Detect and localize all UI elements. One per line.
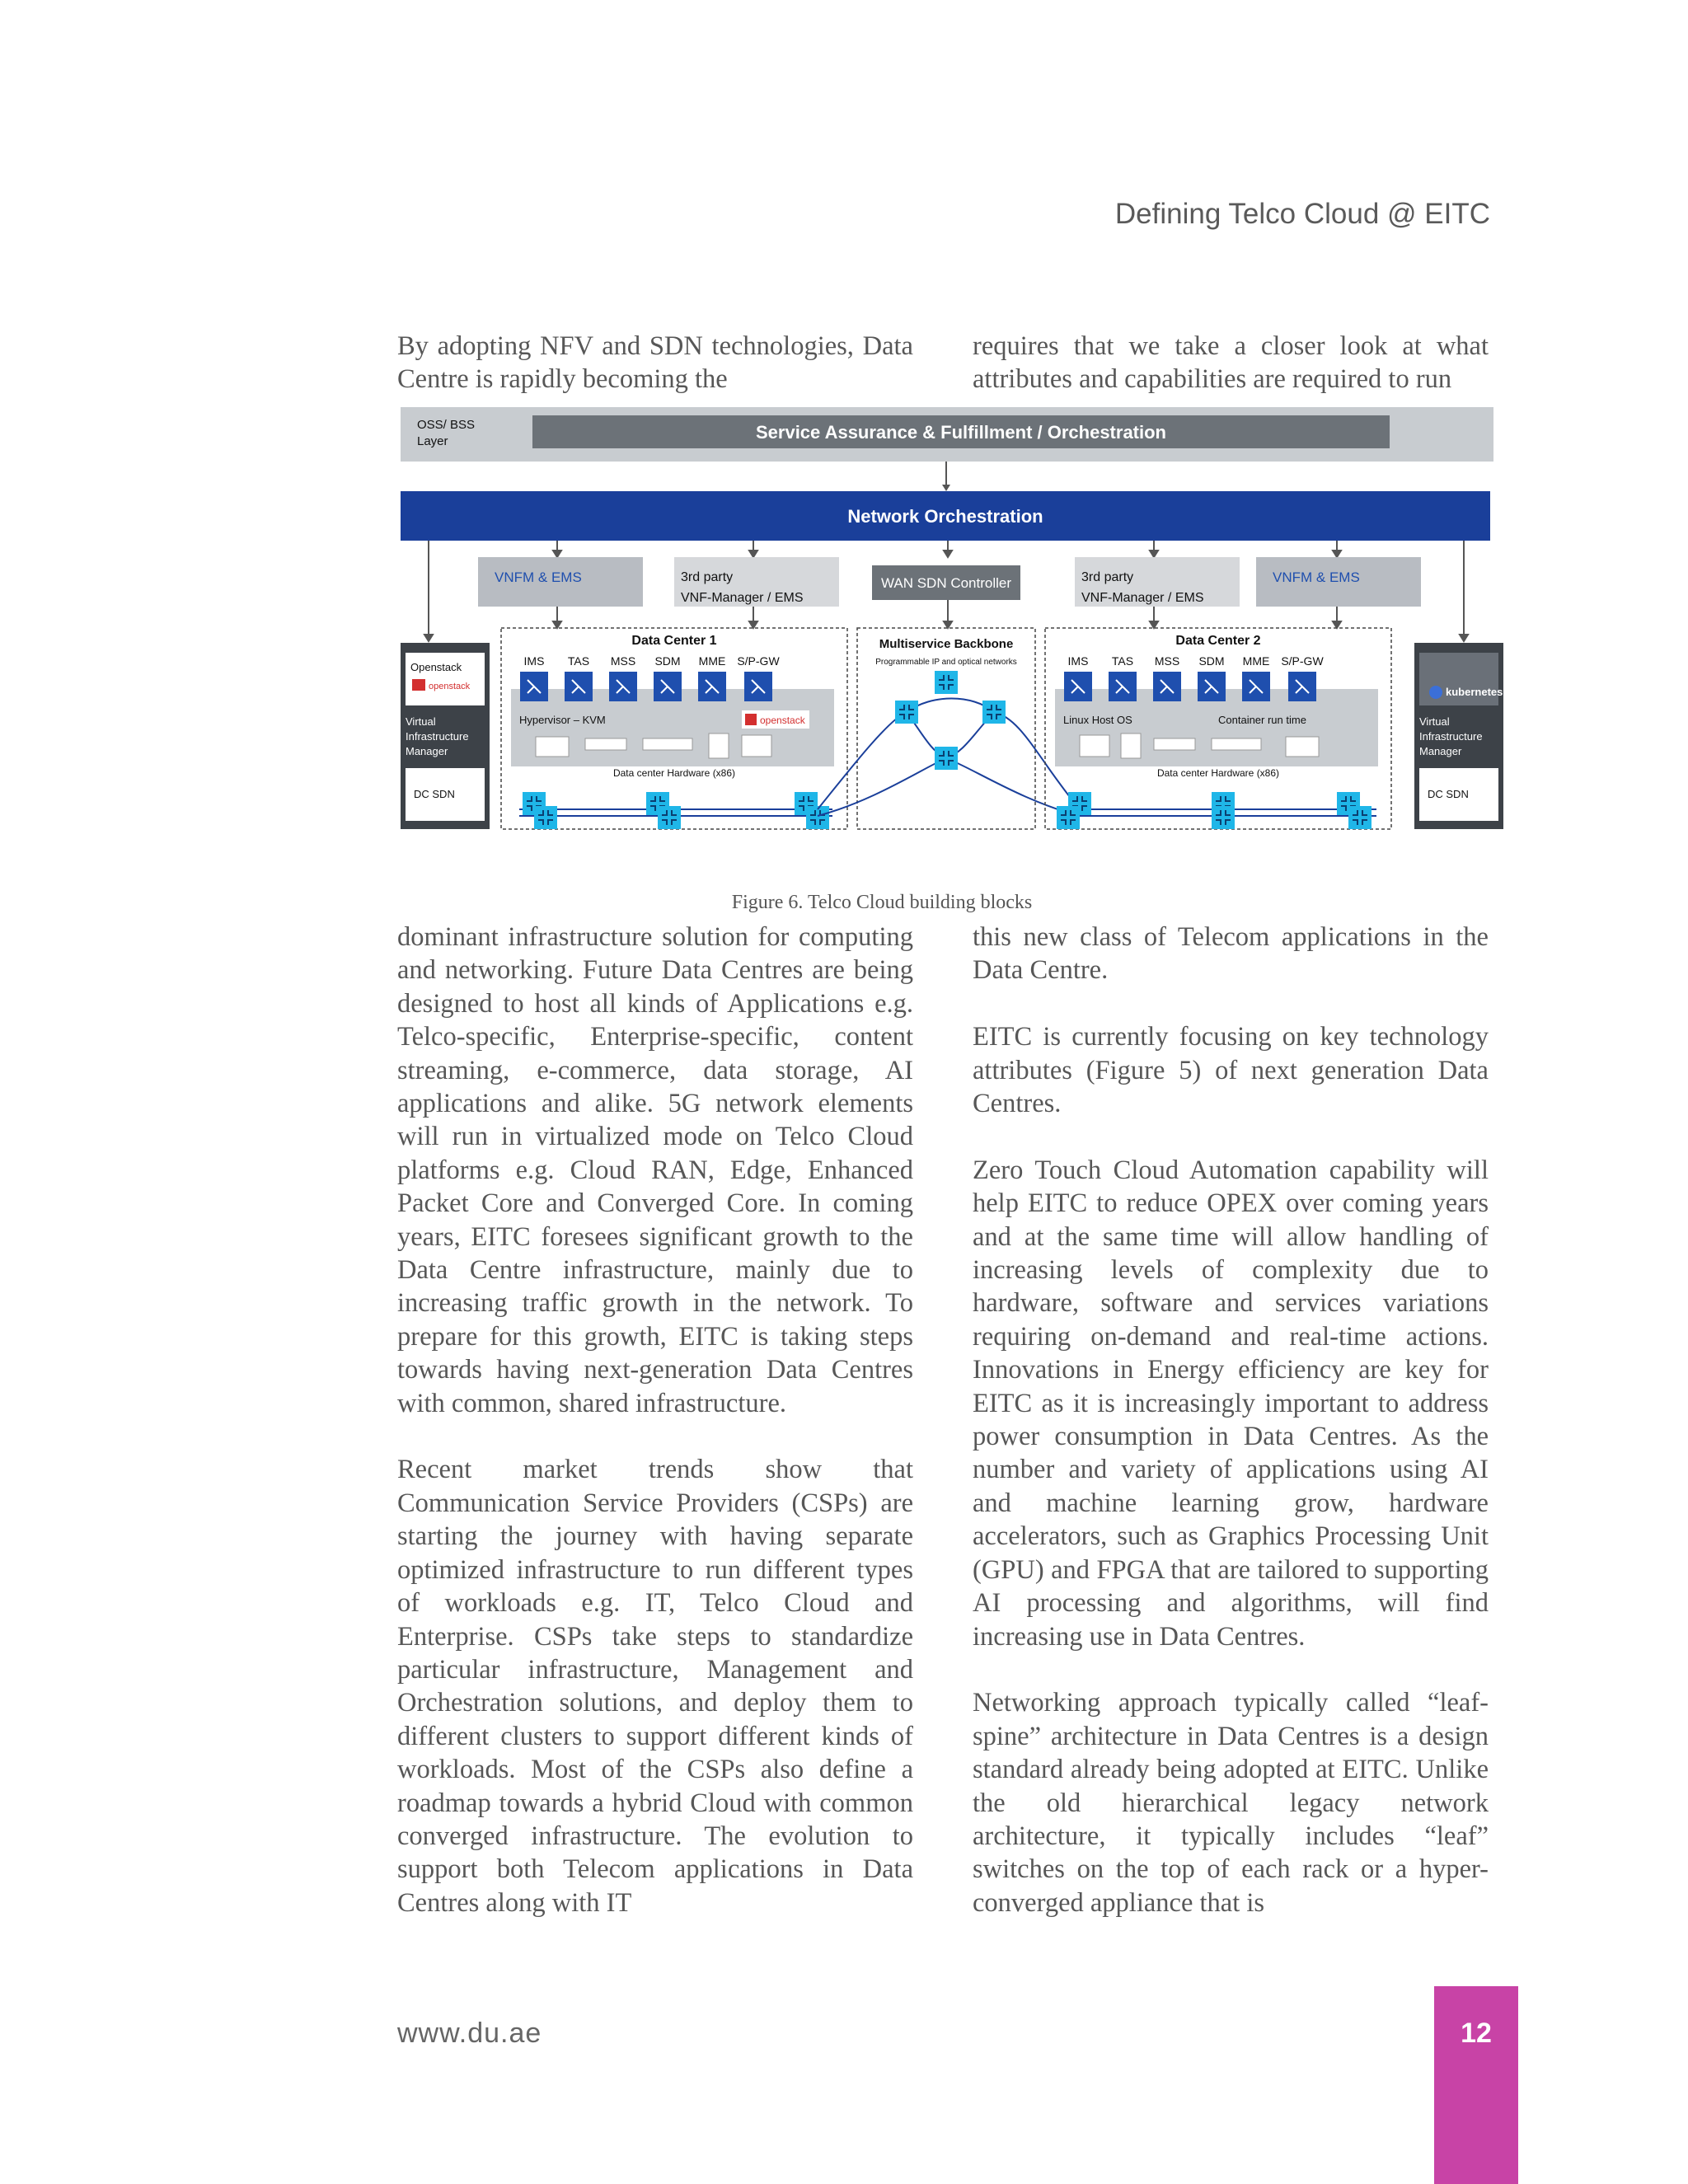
third-party-sup: 3rd: [681, 570, 701, 584]
dc-sdn-label: DC SDN: [414, 788, 455, 800]
footer-url: www.du.ae: [397, 2018, 542, 2049]
app-label: IMS: [1067, 654, 1089, 668]
figure-telco-cloud: [396, 405, 1508, 847]
backbone-subtitle: Programmable IP and optical networks: [875, 658, 1017, 667]
figure-caption: Figure 6. Telco Cloud building blocks: [731, 892, 1033, 913]
column-bottom-right: [973, 921, 1489, 1919]
third-party-sup: 3rd: [1081, 570, 1101, 584]
app-label: SDM: [654, 654, 681, 668]
app-label: MME: [1242, 654, 1270, 668]
vim-label: Virtual: [406, 715, 436, 728]
page-number-box: [1434, 1986, 1518, 2184]
app-label: SDM: [1198, 654, 1225, 668]
app-label: MSS: [1154, 654, 1180, 668]
dc2-title: Data Center 2: [1175, 634, 1261, 648]
paragraph: By adopting NFV and SDN technologies, Data Centre is rapidly becoming the: [397, 331, 913, 395]
app-label: S/P-GW: [737, 654, 780, 668]
third-party-label: party: [703, 570, 734, 584]
page-number: 12: [1461, 2018, 1492, 2049]
paragraph: Recent market trends show that Communication Service Providers (CSPs) are starting the journey with having separate optimized infrastructure to run different types of workloads e.g. IT, Telco Cloud and Enterprise. CSPs take steps to standardize particular infrastructure, Management and Orchestration solutions, and deploy them to different clusters to support different kinds of workloads. Most of the CSPs also define a roadmap towards a hybrid Cloud with common converged infrastructure. The evolution to support both Telecom applications in Data Centres along with IT: [397, 1455, 913, 1918]
header-title: Defining Telco Cloud @ EITC: [1114, 198, 1490, 230]
vnf-manager-label: VNF-Manager / EMS: [1081, 591, 1204, 605]
vnf-manager-label: VNF-Manager / EMS: [681, 591, 804, 605]
vim-label: Infrastructure: [406, 730, 469, 743]
vim-label: Virtual: [1419, 715, 1450, 728]
network-orchestration-label: Network Orchestration: [847, 506, 1043, 527]
app-label: S/P-GW: [1281, 654, 1324, 668]
openstack-logo: openstack: [760, 715, 805, 726]
oss-label: OSS/ BSS: [417, 418, 476, 432]
openstack-logo: openstack: [429, 682, 471, 691]
dc-sdn-label: DC SDN: [1428, 788, 1469, 800]
backbone-title: Multiservice Backbone: [879, 637, 1014, 651]
openstack-panel-title: Openstack: [410, 661, 462, 673]
container-runtime-label: Container run time: [1218, 714, 1306, 726]
app-label: TAS: [1111, 654, 1134, 668]
svg-text:3rd party: [681, 570, 733, 584]
kubernetes-logo: kubernetes: [1446, 686, 1503, 698]
linux-host-label: Linux Host OS: [1063, 714, 1132, 726]
app-label: TAS: [567, 654, 590, 668]
vim-label: Manager: [1419, 745, 1462, 757]
column-bottom-left: [397, 921, 913, 1919]
hypervisor-label: Hypervisor – KVM: [519, 714, 606, 726]
paragraph: requires that we take a closer look at what attributes and capabilities are required to run: [973, 331, 1489, 395]
third-party-label: party: [1104, 570, 1134, 584]
paragraph: Networking approach typically called “leaf-spine” architecture in Data Centres is a design standard already being adopted at EITC. Unlike the old hierarchical legacy network architecture, it typically includes “leaf” switches on the top of each rack or a hyper-converged appliance that is: [973, 1688, 1489, 1918]
paragraph: this new class of Telecom applications in the Data Centre.: [973, 922, 1489, 986]
oss-label-layer: Layer: [417, 434, 448, 448]
app-label: MME: [698, 654, 726, 668]
wan-sdn-label: WAN SDN Controller: [880, 575, 1012, 591]
app-label: MSS: [610, 654, 636, 668]
column-top-left: [397, 330, 913, 396]
vim-label: Manager: [406, 745, 448, 757]
paragraph: Zero Touch Cloud Automation capability will help EITC to reduce OPEX over coming years and at the same time will allow handling of increasing levels of complexity due to hardware, software and services variations requiring on-demand and real-time actions. Innovations in Energy efficiency are key for EITC as it is increasingly important to address power consumption in Data Centres. As the number and variety of applications using AI and machine learning grow, hardware accelerators, such as Graphics Processing Unit (GPU) and FPGA that are tailored to supporting AI processing and algorithms, will find increasing use in Data Centres.: [973, 1155, 1489, 1652]
vim-label: Infrastructure: [1419, 730, 1483, 743]
dc2-hardware-label: Data center Hardware (x86): [1156, 767, 1280, 779]
dc1-hardware-label: Data center Hardware (x86): [612, 767, 736, 779]
paragraph: dominant infrastructure solution for computing and networking. Future Data Centres are being designed to host all kinds of Applications e.g. Telco-specific, Enterprise-specific, content streaming, e-commerce, data storage, AI applications and alike. 5G network elements will run in virtualized mode on Telco Cloud platforms e.g. Cloud RAN, Edge, Enhanced Packet Core and Converged Core. In coming years, EITC foresees significant growth to the Data Centre infrastructure, mainly due to increasing traffic growth in the network. To prepare for this growth, EITC is taking steps towards having next-generation Data Centres with common, shared infrastructure.: [397, 922, 913, 1418]
svg-text:3rd party: [1081, 570, 1133, 584]
dc1-title: Data Center 1: [631, 634, 717, 648]
vnfm-left-label: VNFM & EMS: [495, 569, 582, 585]
column-top-right: [973, 330, 1489, 396]
vnfm-right-label: VNFM & EMS: [1273, 569, 1360, 585]
app-label: IMS: [523, 654, 545, 668]
paragraph: EITC is currently focusing on key technology attributes (Figure 5) of next generation Data Centres.: [973, 1022, 1489, 1119]
service-bar-label: Service Assurance & Fulfillment / Orchestration: [755, 422, 1167, 443]
